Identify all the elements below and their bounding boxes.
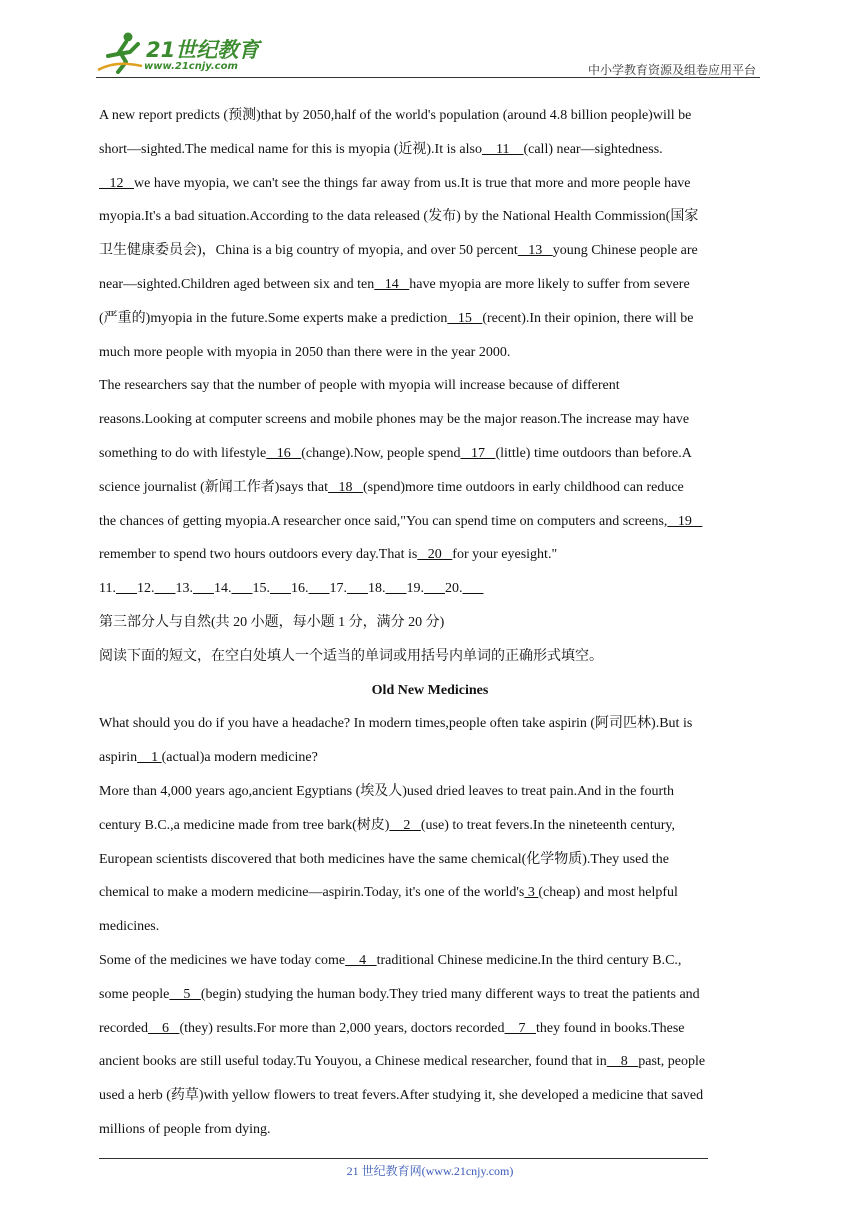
line-text: have myopia are more likely to suffer from severe <box>409 276 690 292</box>
answer-blank: 20 <box>417 547 453 563</box>
line-text: millions of people from dying. <box>99 1121 271 1137</box>
text-line <box>99 234 761 268</box>
line-text: recorded <box>99 1020 148 1036</box>
line-text: near—sighted.Children aged between six and ten <box>99 276 375 292</box>
answer-blank <box>193 581 214 596</box>
text-line <box>99 1012 761 1046</box>
line-text: 12. <box>136 581 155 597</box>
logo-text: 21世纪教育 <box>146 38 260 62</box>
line-text: (cheap) and most helpful <box>538 885 678 901</box>
answer-blank <box>116 581 137 596</box>
line-text: 18. <box>367 581 386 597</box>
running-figure-icon <box>96 30 144 74</box>
line-text: 第三部分人与自然(共 20 小题，每小题 1 分，满分 20 分) <box>99 614 445 630</box>
answer-blank: 3 <box>524 885 539 901</box>
text-line <box>99 876 761 910</box>
answer-blank: 6 <box>147 1020 180 1036</box>
logo-url: www.21cnjy.com <box>144 61 238 72</box>
line-text: 16. <box>290 581 309 597</box>
line-text: European scientists discovered that both medicines have the same chemical(化学物质).They used the <box>99 851 669 867</box>
answer-blank <box>270 581 291 596</box>
text-line <box>99 640 761 674</box>
text-line <box>99 775 761 809</box>
text-line <box>99 572 761 606</box>
line-text: remember to spend two hours outdoors every day.That is <box>99 547 418 563</box>
line-text: (spend)more time outdoors in early childhood can reduce <box>363 479 684 495</box>
text-line <box>99 167 761 201</box>
answer-blank <box>462 581 483 596</box>
line-text: (call) near—sightedness. <box>523 141 663 157</box>
text-line <box>99 200 761 234</box>
text-line <box>99 741 761 775</box>
text-line <box>99 268 761 302</box>
answer-blank <box>424 581 445 596</box>
answer-blank: 18 <box>328 479 364 495</box>
answer-blank <box>347 581 368 596</box>
line-text: the chances of getting myopia.A researcher once said,"You can spend time on computers and screens, <box>99 513 668 529</box>
footer-divider <box>99 1158 708 1159</box>
line-text: (recent).In their opinion, there will be <box>482 310 694 326</box>
line-text: (little) time outdoors than before.A <box>495 445 692 461</box>
line-text: 阅读下面的短文，在空白处填人一个适当的单词或用括号内单词的正确形式填空。 <box>99 648 603 664</box>
line-text: past, people <box>638 1054 706 1070</box>
line-text: ancient books are still useful today.Tu Youyou, a Chinese medical researcher, found that in <box>99 1054 607 1070</box>
line-text: traditional Chinese medicine.In the third century B.C., <box>376 952 682 968</box>
line-text: 11. <box>99 581 116 597</box>
text-line <box>99 302 761 336</box>
answer-blank: 13 <box>517 243 553 259</box>
line-text: (严重的)myopia in the future.Some experts make a prediction <box>99 310 448 326</box>
line-text: (begin) studying the human body.They tried many different ways to treat the patients and <box>200 986 700 1002</box>
line-text: The researchers say that the number of people with myopia will increase because of different <box>99 378 620 394</box>
text-line <box>99 1113 761 1147</box>
answer-blank: 1 <box>137 750 162 766</box>
line-text: 19. <box>406 581 424 597</box>
answer-blank: 7 <box>504 1020 536 1036</box>
answer-blank <box>308 581 329 596</box>
text-line <box>99 978 761 1012</box>
text-line <box>99 99 761 133</box>
line-text: 卫生健康委员会)，China is a big country of myopia, and over 50 percent <box>99 243 518 259</box>
line-text: chemical to make a modern medicine—aspirin.Today, it's one of the world's <box>99 885 525 901</box>
answer-blank: 5 <box>169 986 201 1002</box>
line-text: century B.C.,a medicine made from tree bark(树皮) <box>99 817 390 833</box>
line-text: we have myopia, we can't see the things far away from us.It is true that more and more people have <box>134 175 691 191</box>
answer-blank: 15 <box>447 310 483 326</box>
site-logo <box>96 30 276 76</box>
line-text: for your eyesight." <box>452 547 558 563</box>
line-text: What should you do if you have a headache? In modern times,people often take aspirin (阿司匹林).But is <box>99 716 693 732</box>
line-text: (use) to treat fevers.In the nineteenth century, <box>420 817 675 833</box>
line-text: More than 4,000 years ago,ancient Egyptians (埃及人)used dried leaves to treat pain.And in the fourth <box>99 783 675 799</box>
answer-blank: 17 <box>460 445 496 461</box>
answer-blank: 8 <box>606 1054 639 1070</box>
line-text: they found in books.These <box>535 1020 685 1036</box>
answer-blank <box>385 581 406 596</box>
answer-blank: 19 <box>667 513 703 529</box>
text-line <box>99 1045 761 1079</box>
line-text: used a herb (药草)with yellow flowers to treat fevers.After studying it, she developed a medicine that saved <box>99 1088 704 1104</box>
answer-blank: 2 <box>389 817 421 833</box>
line-text: myopia.It's a bad situation.According to the data released (发布) by the National Health Commission(国家 <box>99 209 699 225</box>
text-line <box>99 809 761 843</box>
answer-blank: 12 <box>99 175 134 191</box>
answer-blank: 16 <box>266 445 302 461</box>
line-text: much more people with myopia in 2050 than there were in the year 2000. <box>99 344 511 360</box>
line-text: (change).Now, people spend <box>301 445 461 461</box>
answer-blank: 4 <box>345 952 377 968</box>
text-line <box>99 369 761 403</box>
answer-blank: 11 <box>481 141 524 157</box>
line-text: something to do with lifestyle <box>99 445 267 461</box>
answer-blank: 14 <box>374 276 410 292</box>
line-text: Some of the medicines we have today come <box>99 952 346 968</box>
line-text: reasons.Looking at computer screens and mobile phones may be the major reason.The increase may have <box>99 412 690 428</box>
passage-title: Old New Medicines <box>371 682 489 698</box>
text-line <box>99 707 761 741</box>
text-line <box>99 538 761 572</box>
text-line <box>99 437 761 471</box>
line-text: 15. <box>252 581 270 597</box>
answer-blank <box>154 581 175 596</box>
text-line <box>99 1079 761 1113</box>
line-text: aspirin <box>99 750 138 766</box>
page-header <box>96 30 760 78</box>
page-footer: 21 世纪教育网(www.21cnjy.com) <box>346 1164 514 1178</box>
line-text: A new report predicts (预测)that by 2050,half of the world's population (around 4.8 billion people)will be <box>99 108 692 123</box>
line-text: 17. <box>329 581 347 597</box>
platform-label: 中小学教育资源及组卷应用平台 <box>587 63 756 77</box>
text-line <box>99 133 761 167</box>
line-text: 20. <box>444 581 463 597</box>
line-text: short—sighted.The medical name for this is myopia (近视).It is also <box>99 141 482 157</box>
text-line <box>99 403 761 437</box>
line-text: 14. <box>213 581 232 597</box>
text-line <box>99 606 761 640</box>
line-text: (they) results.For more than 2,000 years, doctors recorded <box>179 1020 505 1036</box>
line-text: young Chinese people are <box>552 243 698 259</box>
text-line <box>99 336 761 370</box>
line-text: science journalist (新闻工作者)says that <box>99 479 329 495</box>
document-body <box>99 99 761 1147</box>
header-divider <box>96 77 760 78</box>
text-line <box>99 944 761 978</box>
text-line <box>99 843 761 877</box>
text-line <box>99 910 761 944</box>
line-text: some people <box>99 986 170 1002</box>
line-text: (actual)a modern medicine? <box>161 750 318 766</box>
text-line <box>99 505 761 539</box>
line-text: medicines. <box>99 919 160 935</box>
answer-blank <box>231 581 252 596</box>
text-line <box>99 471 761 505</box>
line-text: 13. <box>175 581 193 597</box>
